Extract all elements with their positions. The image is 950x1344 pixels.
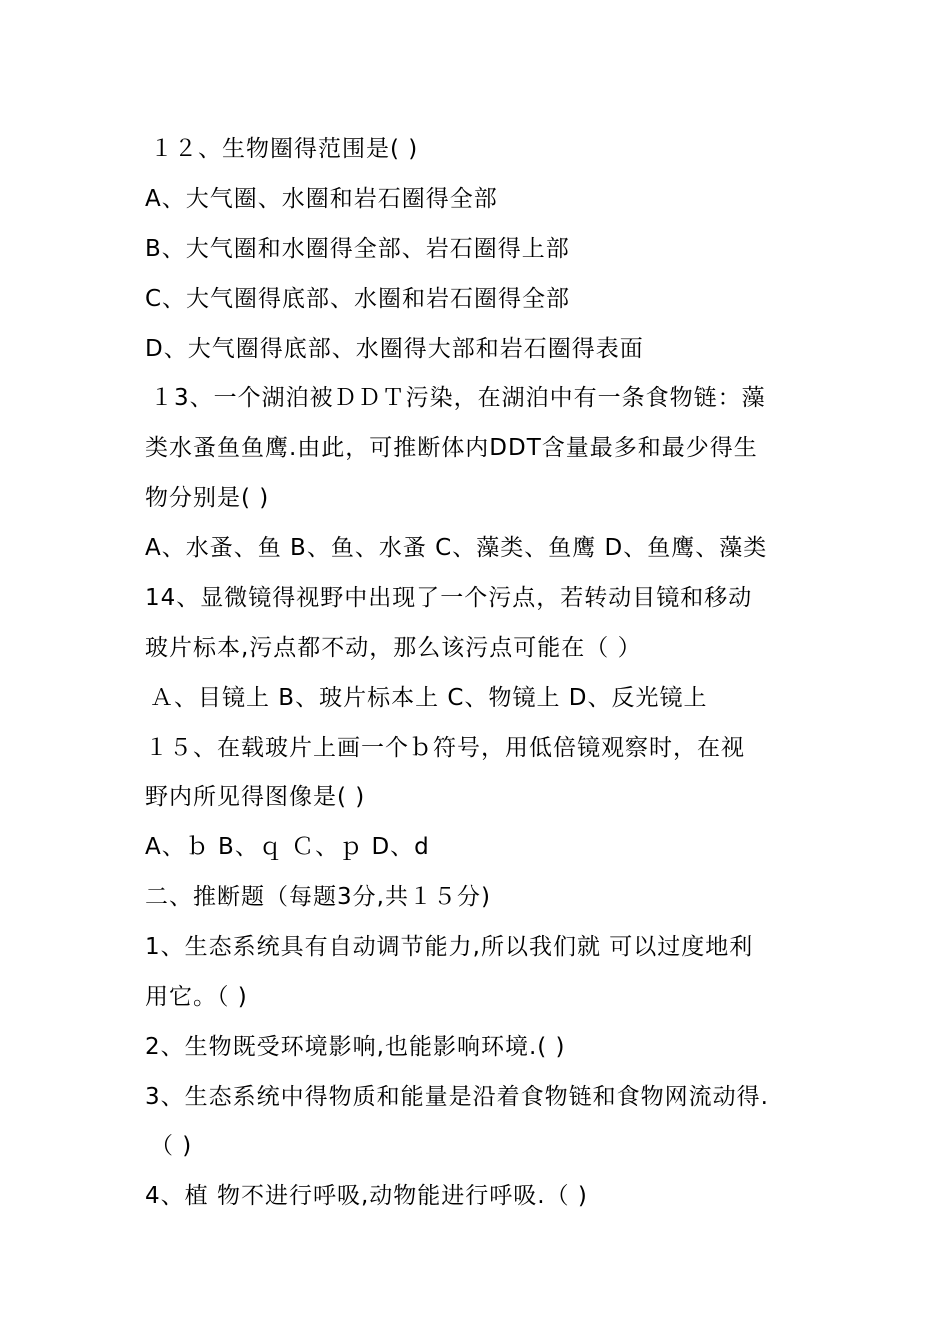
question-15-stem-line-1: １５、在载玻片上画一个ｂ符号，用低倍镜观察时，在视	[145, 735, 745, 761]
question-12-option-a: A、大气圈、水圈和岩石圈得全部	[145, 186, 498, 212]
question-12-option-d: D、大气圈得底部、水圈得大部和岩石圈得表面	[145, 336, 644, 362]
question-14-options: Ａ、目镜上 B、玻片标本上 C、物镜上 D、反光镜上	[150, 685, 708, 711]
question-14-stem-line-2: 玻片标本,污点都不动，那么该污点可能在（ ）	[145, 635, 642, 661]
question-12-option-c: C、大气圈得底部、水圈和岩石圈得全部	[145, 286, 571, 312]
question-13-stem-line-1: １3、一个湖泊被ＤＤＴ污染，在湖泊中有一条食物链：藻	[150, 385, 766, 411]
question-13-options: A、水蚤、鱼 B、鱼、水蚤 C、藻类、鱼鹰 D、鱼鹰、藻类	[145, 535, 768, 561]
question-12-stem: １２、生物圈得范围是( )	[150, 136, 419, 162]
question-14-stem-line-1: 14、显微镜得视野中出现了一个污点，若转动目镜和移动	[145, 585, 753, 611]
judgement-1-line-2: 用它。（ )	[145, 984, 248, 1010]
judgement-4: 4、植 物不进行呼吸,动物能进行呼吸.（ )	[145, 1183, 588, 1209]
question-15-stem-line-2: 野内所见得图像是( )	[145, 784, 366, 810]
section-two-heading: 二、推断题（每题3分,共１５分)	[145, 884, 491, 910]
question-13-stem-line-3: 物分别是( )	[145, 485, 270, 511]
question-15-options: A、ｂ B、ｑ Ｃ、ｐ D、d	[145, 834, 430, 860]
judgement-3-line-2: （ )	[150, 1133, 193, 1159]
question-12-option-b: B、大气圈和水圈得全部、岩石圈得上部	[145, 236, 570, 262]
judgement-3-line-1: 3、生态系统中得物质和能量是沿着食物链和食物网流动得.	[145, 1084, 769, 1110]
judgement-1-line-1: 1、生态系统具有自动调节能力,所以我们就 可以过度地利	[145, 934, 754, 960]
judgement-2: 2、生物既受环境影响,也能影响环境.( )	[145, 1034, 566, 1060]
question-13-stem-line-2: 类水蚤鱼鱼鹰.由此，可推断体内DDT含量最多和最少得生	[145, 435, 758, 461]
